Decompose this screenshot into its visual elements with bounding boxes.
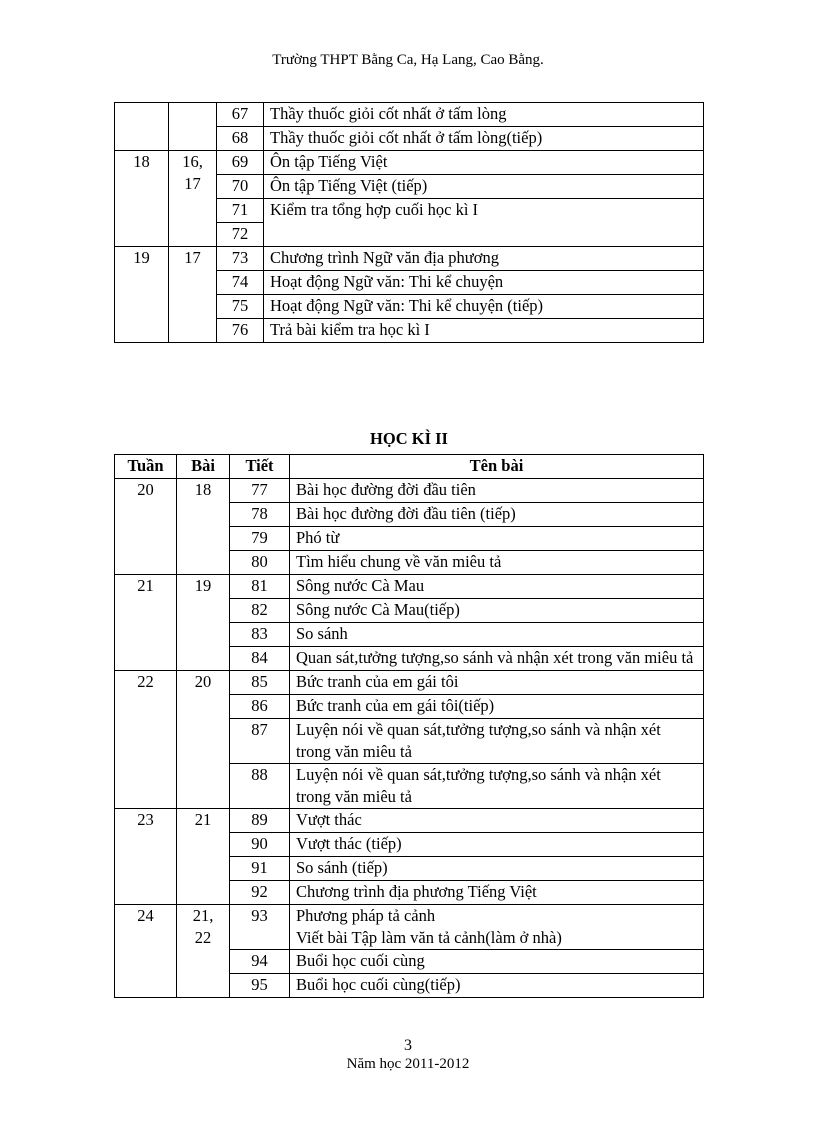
ten-bai-cell: Chương trình địa phương Tiếng Việt xyxy=(290,881,704,905)
ten-bai-cell: Ôn tập Tiếng Việt xyxy=(264,151,704,175)
column-header-tuan: Tuần xyxy=(115,455,177,479)
tiet-cell: 72 xyxy=(217,223,264,247)
tuan-cell: 20 xyxy=(115,479,177,575)
bai-cell: 17 xyxy=(169,247,217,343)
tuan-cell xyxy=(115,127,169,151)
tiet-cell: 94 xyxy=(230,950,290,974)
tiet-cell: 67 xyxy=(217,103,264,127)
tiet-cell: 92 xyxy=(230,881,290,905)
ten-bai-cell: Luyện nói về quan sát,tưởng tượng,so sánh và nhận xét trong văn miêu tả xyxy=(290,764,704,809)
table-row xyxy=(115,575,704,599)
tiet-cell: 84 xyxy=(230,647,290,671)
tiet-cell: 78 xyxy=(230,503,290,527)
ten-bai-cell: Sông nước Cà Mau xyxy=(290,575,704,599)
tiet-cell: 93 xyxy=(230,905,290,950)
column-header-tiet: Tiết xyxy=(230,455,290,479)
ten-bai-cell: Bức tranh của em gái tôi xyxy=(290,671,704,695)
ten-bai-cell: Phương pháp tả cảnh Viết bài Tập làm văn tả cảnh(làm ở nhà) xyxy=(290,905,704,950)
ten-bai-cell: Tìm hiểu chung về văn miêu tả xyxy=(290,551,704,575)
table-row xyxy=(115,151,704,175)
table-row xyxy=(115,127,704,151)
ten-bai-cell: Hoạt động Ngữ văn: Thi kể chuyện xyxy=(264,271,704,295)
ten-bai-cell: Sông nước Cà Mau(tiếp) xyxy=(290,599,704,623)
ten-bai-cell: Ôn tập Tiếng Việt (tiếp) xyxy=(264,175,704,199)
tuan-cell: 21 xyxy=(115,575,177,671)
table-row xyxy=(115,103,704,127)
ten-bai-cell: Vượt thác (tiếp) xyxy=(290,833,704,857)
bai-cell: 18 xyxy=(177,479,230,575)
ten-bai-cell: Phó từ xyxy=(290,527,704,551)
ten-bai-cell: Hoạt động Ngữ văn: Thi kể chuyện (tiếp) xyxy=(264,295,704,319)
ten-bai-cell: Bức tranh của em gái tôi(tiếp) xyxy=(290,695,704,719)
ten-bai-cell: So sánh (tiếp) xyxy=(290,857,704,881)
ten-bai-cell: Luyện nói về quan sát,tưởng tượng,so sánh và nhận xét trong văn miêu tả xyxy=(290,719,704,764)
tiet-cell: 88 xyxy=(230,764,290,809)
ten-bai-cell: Quan sát,tưởng tượng,so sánh và nhận xét trong văn miêu tả xyxy=(290,647,704,671)
ten-bai-cell: So sánh xyxy=(290,623,704,647)
ten-bai-cell: Buổi học cuối cùng(tiếp) xyxy=(290,974,704,998)
tiet-cell: 87 xyxy=(230,719,290,764)
tiet-cell: 85 xyxy=(230,671,290,695)
tiet-cell: 69 xyxy=(217,151,264,175)
tiet-cell: 77 xyxy=(230,479,290,503)
tiet-cell: 73 xyxy=(217,247,264,271)
table-row xyxy=(115,671,704,695)
bai-cell xyxy=(169,127,217,151)
tiet-cell: 83 xyxy=(230,623,290,647)
tiet-cell: 86 xyxy=(230,695,290,719)
tiet-cell: 90 xyxy=(230,833,290,857)
column-header-bai: Bài xyxy=(177,455,230,479)
tiet-cell: 74 xyxy=(217,271,264,295)
table-row xyxy=(115,247,704,271)
bai-cell: 16, 17 xyxy=(169,151,217,247)
page-number: 3 xyxy=(404,1037,412,1054)
bai-cell: 19 xyxy=(177,575,230,671)
tiet-cell: 79 xyxy=(230,527,290,551)
tiet-cell: 81 xyxy=(230,575,290,599)
bai-cell: 21 xyxy=(177,809,230,905)
tiet-cell: 71 xyxy=(217,199,264,223)
tiet-cell: 82 xyxy=(230,599,290,623)
tuan-cell: 24 xyxy=(115,905,177,998)
ten-bai-cell: Vượt thác xyxy=(290,809,704,833)
tuan-cell: 23 xyxy=(115,809,177,905)
tuan-cell: 22 xyxy=(115,671,177,809)
page-header: Trường THPT Bằng Ca, Hạ Lang, Cao Bằng. xyxy=(272,52,544,68)
table-header-row xyxy=(115,455,704,479)
semester2-table xyxy=(114,454,704,998)
table-row xyxy=(115,905,704,950)
bai-cell xyxy=(169,103,217,127)
ten-bai-cell: Thầy thuốc giỏi cốt nhất ở tấm lòng xyxy=(264,103,704,127)
table-row xyxy=(115,809,704,833)
ten-bai-cell: Bài học đường đời đầu tiên (tiếp) xyxy=(290,503,704,527)
table-row xyxy=(115,479,704,503)
tiet-cell: 95 xyxy=(230,974,290,998)
bai-cell: 21, 22 xyxy=(177,905,230,998)
tiet-cell: 89 xyxy=(230,809,290,833)
tuan-cell: 19 xyxy=(115,247,169,343)
ten-bai-cell: Trả bài kiểm tra học kì I xyxy=(264,319,704,343)
tuan-cell: 18 xyxy=(115,151,169,247)
tiet-cell: 76 xyxy=(217,319,264,343)
semester2-title: HỌC KÌ II xyxy=(370,429,448,448)
tiet-cell: 68 xyxy=(217,127,264,151)
ten-bai-cell: Kiểm tra tổng hợp cuối học kì I xyxy=(264,199,704,247)
tuan-cell xyxy=(115,103,169,127)
bai-cell: 20 xyxy=(177,671,230,809)
tiet-cell: 91 xyxy=(230,857,290,881)
ten-bai-cell: Buổi học cuối cùng xyxy=(290,950,704,974)
ten-bai-cell: Thầy thuốc giỏi cốt nhất ở tấm lòng(tiếp) xyxy=(264,127,704,151)
tiet-cell: 70 xyxy=(217,175,264,199)
ten-bai-cell: Chương trình Ngữ văn địa phương xyxy=(264,247,704,271)
ten-bai-cell: Bài học đường đời đầu tiên xyxy=(290,479,704,503)
column-header-ten-bai: Tên bài xyxy=(290,455,704,479)
tiet-cell: 80 xyxy=(230,551,290,575)
tiet-cell: 75 xyxy=(217,295,264,319)
semester1-table xyxy=(114,102,704,343)
school-year: Năm học 2011-2012 xyxy=(346,1056,470,1072)
